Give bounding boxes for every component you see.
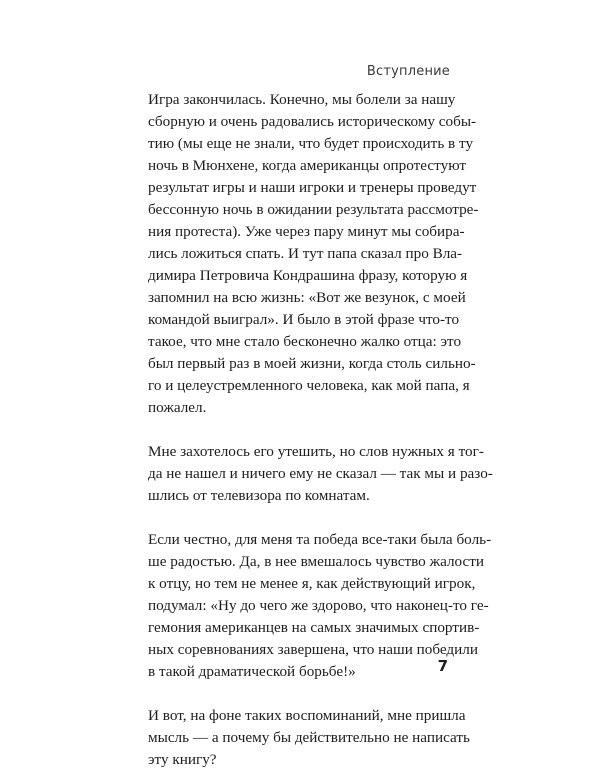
text-line: Мне захотелось его утешить, но слов нужных я тог-: [148, 443, 484, 460]
body-text: [148, 89, 493, 771]
text-line: мысль — а почему бы действительно не написать: [148, 729, 470, 746]
text-line: Если честно, для меня та победа все-таки была боль-: [148, 531, 492, 548]
text-line: командой выиграл». И было в этой фразе что-то: [148, 311, 460, 328]
text-line: тию (мы еще не знали, что будет происходить в ту: [148, 135, 474, 152]
paragraph-list: [148, 89, 493, 771]
text-line: результат игры и наши игроки и тренеры проведут: [148, 179, 477, 196]
text-line: ше радостью. Да, в нее вмешалось чувство жалости: [148, 553, 485, 570]
text-line: Игра закончилась. Конечно, мы болели за нашу: [148, 91, 456, 108]
text-line: пожалел.: [148, 399, 207, 416]
text-line: лись ложиться спать. И тут папа сказал про Вла-: [148, 245, 463, 262]
text-line: го и целеустремленного человека, как мой папа, я: [148, 377, 470, 394]
text-line: эту книгу?: [148, 751, 217, 768]
text-line: ночь в Мюнхене, когда американцы опротестуют: [148, 157, 466, 174]
text-line: да не нашел и ничего ему не сказал — так мы и разо-: [148, 465, 493, 482]
text-line: сборную и очень радовались историческому собы-: [148, 113, 477, 130]
paragraph: [148, 705, 470, 771]
text-line: в такой драматической борьбе!»: [148, 663, 356, 680]
text-line: такое, что мне стало бесконечно жалко отца: это: [148, 333, 462, 350]
text-line: к отцу, но тем не менее я, как действующий игрок,: [148, 575, 476, 592]
paragraph: [148, 441, 493, 507]
text-line: ния протеста). Уже через пару минут мы собира-: [148, 223, 465, 240]
text-line: был первый раз в моей жизни, когда столь сильно-: [148, 355, 476, 372]
text-line: димира Петровича Кондрашина фразу, которую я: [148, 267, 468, 284]
text-line: бессонную ночь в ожидании результата рассмотре-: [148, 201, 479, 218]
text-line: запомнил на всю жизнь: «Вот же везунок, с моей: [148, 289, 466, 306]
page-number: 7: [437, 657, 448, 675]
text-line: И вот, на фоне таких воспоминаний, мне пришла: [148, 707, 466, 724]
text-line: ных соревнованиях завершена, что наши победили: [148, 641, 478, 658]
paragraph: [148, 529, 492, 683]
text-line: шлись от телевизора по комнатам.: [148, 487, 370, 504]
text-line: гемония американцев на самых значимых спортив-: [148, 619, 480, 636]
text-line: подумал: «Ну до чего же здорово, что наконец-то ге-: [148, 597, 489, 614]
running-head-section-title: Вступление: [366, 64, 450, 79]
paragraph: [148, 89, 479, 419]
